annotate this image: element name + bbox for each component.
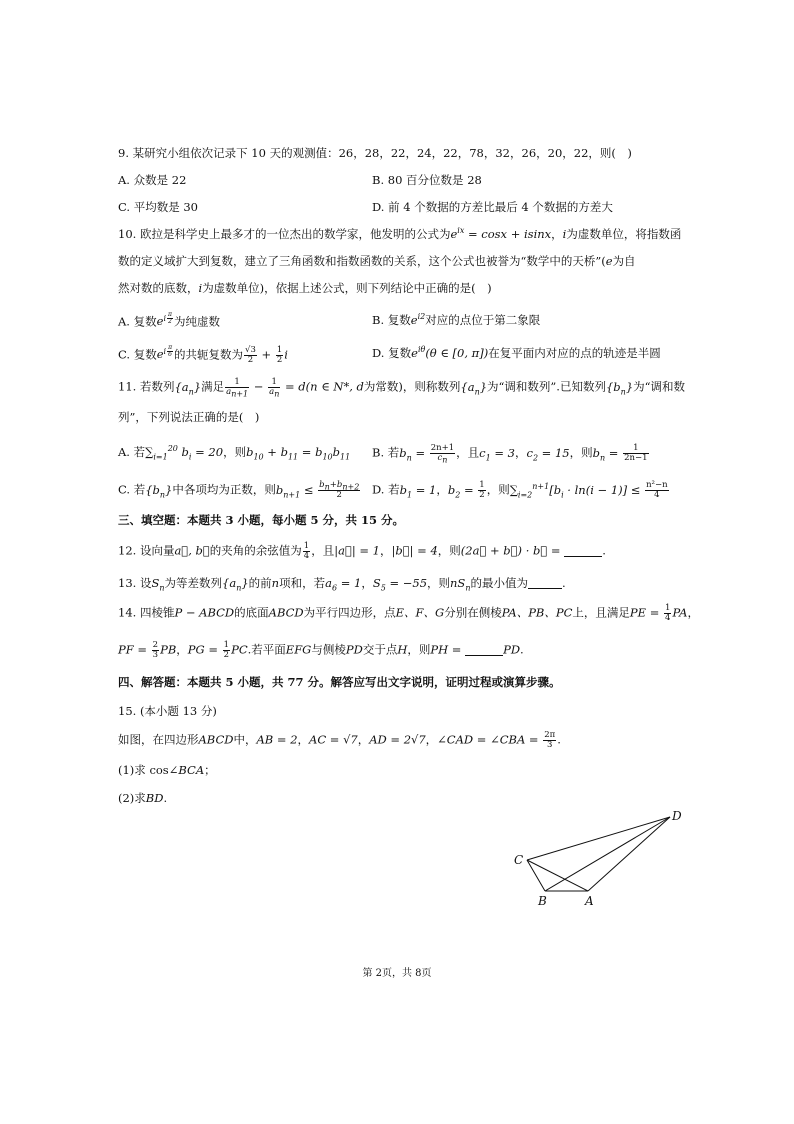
q10-option-d: D. 复数$e^{i\theta}(\theta$ ∈ [0, π])在复平面内对应的点的轨迹是半圆: [372, 345, 661, 360]
vertex-label-d: D: [672, 809, 682, 823]
edge-cd: [527, 817, 670, 860]
q15-part2: (2)求BD.: [118, 791, 168, 805]
q9-option-d: D. 前 4 个数据的方差比最后 4 个数据的方差大: [372, 200, 613, 214]
q11-option-b: B. 若$b_n$ = $\frac{2n+1}{c_n}$ ，且$c_1 = 3$，$c_2 = 15$，则$b_n$ = $\frac{1}{2n-1}$: [372, 443, 648, 465]
q10-line2: 数的定义域扩大到复数，建立了三角函数和指数函数的关系，这个公式也被誉为“数学中的天桥”(e为自: [118, 254, 636, 268]
q9-option-b: B. 80 百分位数是 28: [372, 173, 482, 187]
q15-heading: 15. (本小题 13 分): [118, 704, 217, 718]
q15-part1: (1)求 cos∠BCA；: [118, 763, 216, 777]
page-footer: 第 2页，共 8页: [362, 968, 432, 979]
q9-option-c: C. 平均数是 30: [118, 200, 198, 214]
q10-line1: 10. 欧拉是科学史上最多才的一位杰出的数学家，他发明的公式为$e^{ix} = \cos x + isinx$，i为虚数单位，将指数函: [118, 226, 682, 241]
vertex-label-a: A: [585, 894, 594, 908]
vertex-label-b: B: [538, 894, 547, 908]
q10-option-a: A. 复数$e^{i \frac{\pi}{2}}$ 为纯虚数: [118, 311, 220, 329]
q10-line3: 然对数的底数，i为虚数单位)，依据上述公式，则下列结论中正确的是( ): [118, 281, 492, 295]
q10-option-b: B. 复数$e^{i2}$对应的点位于第二象限: [372, 312, 541, 327]
q11-option-c: C. 若$\{b_n\}$中各项均为正数，则$b_{n+1}$ ≤ $\frac{b_n+b_{n+2}}{2}$: [118, 480, 360, 500]
answer-blank[interactable]: [528, 578, 562, 589]
answer-blank[interactable]: [465, 645, 503, 656]
section-fill-in-heading: 三、填空题：本题共 3 小题，每小题 5 分，共 15 分。: [118, 513, 405, 527]
q9-option-a: A. 众数是 22: [118, 173, 187, 187]
q11-option-d: D. 若$b_1 = 1$，$b_2$ = $\frac{1}{2}$ ，则$\sum_{i=2}^{n+1}[b_i \cdot \ln(i - 1)]$ ≤ $\frac{\text{n²−n}}{4}$: [372, 480, 668, 500]
vertex-label-c: C: [514, 853, 524, 867]
q11-line2: 列”，下列说法正确的是( ): [118, 410, 260, 424]
q14-line2: PF = $\frac{2}{3}$ PB，PG = $\frac{1}{2}$ PC.若平面EFG与侧棱PD交于点H，则PH = PD.: [118, 640, 524, 660]
q15-line1: 如图，在四边形ABCD中，AB = 2，AC = √7，AD = 2√7，∠CAD = ∠CBA = $\frac{2\pi}{3}$ .: [118, 730, 561, 750]
q11-option-a: A. 若$\sum_{i=1}^{20}$ $b_i = 20$，则$b_{10} + b_{11} = b_{10}b_{11}$: [118, 444, 351, 462]
edge-bd: [545, 817, 670, 891]
q11-line1: 11. 若数列$\{a_n\}$满足 $\frac{1}{a_{n+1}}$ − $\frac{1}{a_n}$ = d(n ∈ N*, d为常数)，则称数列$\{a_n\}$为“调和数列”.已知数列$\{b_n\}$为“调和数: [118, 377, 686, 399]
quadrilateral-figure: [505, 805, 690, 910]
q10-option-c: C. 复数$e^{i \frac{\pi}{6}}$ 的共轭复数为 $\frac{√3}{2}$ + $\frac{1}{2}$ i: [118, 344, 288, 365]
answer-blank[interactable]: [564, 546, 602, 557]
q14-line1: 14. 四棱锥P − ABCD的底面ABCD为平行四边形，点E、F、G分别在侧棱PA、PB、PC上，且满足PE = $\frac{1}{4}$ PA，: [118, 603, 699, 623]
q12: 12. 设向量a⃗, b⃗的夹角的余弦值为 $\frac{1}{4}$ ，且|a⃗| = 1，|b⃗| = 4，则(2a⃗ + b⃗) · b⃗ = .: [118, 541, 606, 561]
edge-ad: [588, 817, 670, 891]
section-solution-heading: 四、解答题：本题共 5 小题，共 77 分。解答应写出文字说明，证明过程或演算步骤。: [118, 675, 561, 689]
q13: 13. 设$S_n$为等差数列$\{a_n\}$的前n项和，若$a_6 = 1$，$S_5 = -55$，则$nS_n$的最小值为 .: [118, 576, 566, 593]
q9-stem: 9. 某研究小组依次记录下 10 天的观测值：26，28，22，24，22，78，32，26，20，22，则( ): [118, 146, 632, 160]
